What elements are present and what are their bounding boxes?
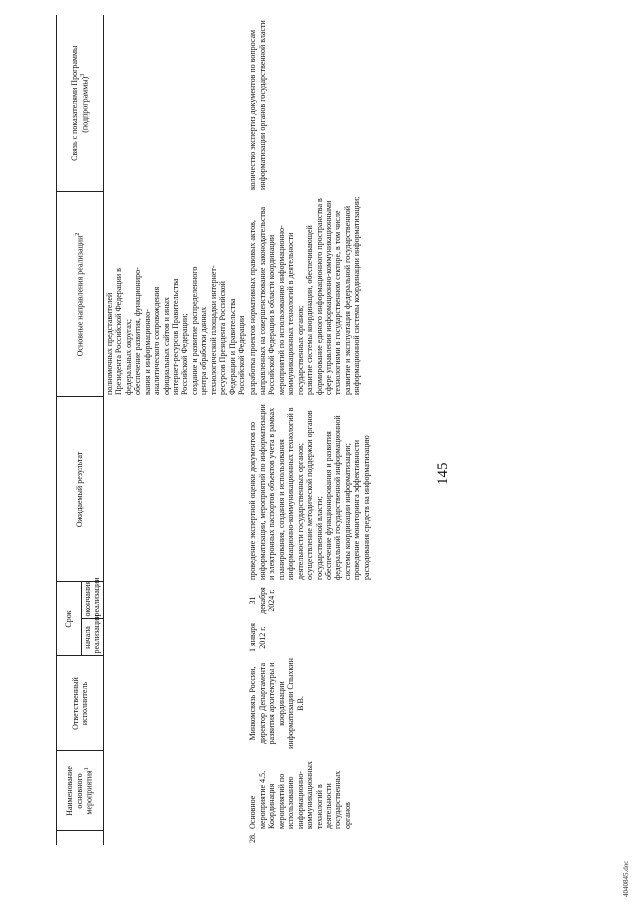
continuation-direction-line: Российской Федерации; — [180, 313, 190, 395]
result-item: проведение мониторинга эффективности расходования средств на информатизацию — [352, 435, 371, 580]
header-kpi: Связь с показателями Программы (подпрограммы)$^3$ — [57, 15, 104, 192]
row-event-name: Основное мероприятие 4.5. Координация мероприятий по использованию информационно-коммуникационных технологий в деятельности государственных органов — [248, 761, 352, 829]
events-table — [56, 15, 372, 845]
continuation-direction-line: вания и информационно- — [142, 309, 152, 395]
continuation-directions-list — [105, 194, 247, 395]
continuation-direction-line: Президента Российской Федерации в — [114, 268, 124, 395]
row-end-date: 31 декабря 2024 г. — [248, 587, 277, 614]
continuation-direction-line: аналитического сопровождения — [152, 286, 162, 395]
continuation-direction-line: федеральных округах; — [123, 318, 133, 395]
direction-item: развитие системы координации, обеспечивающей формирование единого информационного пространства в сфере управления информационно-коммуникационными технологиями в государственном секторе, в том числе развитие и эксплуатация федеральной государственной информационной системы координации информатизации; — [305, 196, 362, 395]
continuation-directions-cell — [103, 192, 247, 397]
row-number: 28. — [248, 833, 258, 843]
continuation-direction-line: обеспечение развития, функциониро- — [133, 267, 143, 395]
continuation-direction-line: полномочных представителей — [104, 292, 114, 395]
result-item: осуществление методической поддержки органов государственной власти; — [305, 410, 324, 580]
continuation-direction-line: создание и развитие распределенного — [189, 266, 199, 395]
header-directions: Основные направления реализации$^2$ — [57, 192, 104, 397]
document-code: 4040845.doc — [622, 860, 630, 897]
header-term: Срок — [57, 582, 82, 656]
table-header — [57, 15, 104, 845]
page-number: 145 — [435, 462, 451, 485]
continuation-direction-line: официальных сайтов и иных — [161, 297, 171, 395]
table-row — [247, 15, 372, 845]
header-executor: Ответственный исполнитель — [57, 656, 104, 751]
header-result: Ожидаемый результат — [57, 397, 104, 582]
continuation-direction-line: ресурсов Президента Российской — [218, 281, 228, 395]
continuation-direction-line: Российской Федерации — [237, 315, 246, 395]
continuation-row — [103, 15, 247, 845]
continuation-direction-line: центра обработки данных — [199, 306, 209, 395]
row-result-list — [248, 399, 371, 580]
row-result-cell — [247, 397, 372, 582]
row-kpi: количество экспертиз документов по вопросам информатизации органов государственной власти — [248, 20, 267, 190]
result-item: обеспечение функционирования и развития федеральной государственной информационной системы координации информатизации; — [323, 415, 352, 580]
continuation-direction-line: интернет-ресурсов Правительства — [170, 278, 180, 395]
header-end: окончания реализации — [82, 582, 104, 619]
direction-item: разработка проектов нормативных правовых актов, направленных на совершенствование законодательства Российской Федерации в области координации мероприятий по использованию информационно-коммуникационных технологий в деятельности государственных органов; — [248, 206, 305, 395]
row-directions-list — [248, 194, 361, 395]
header-name: Наименование основного мероприятия$^1$ — [57, 751, 104, 831]
continuation-direction-line: Федерации и Правительства — [227, 298, 237, 395]
row-executor: Минкомсвязь России, директор Департамента развития архитектуры и координации информатизации Спыхкин В.В. — [248, 658, 305, 749]
header-number — [57, 831, 104, 845]
row-start-date: 1 января 2012 г. — [248, 623, 267, 652]
continuation-direction-line: технологической площадки интернет- — [208, 265, 218, 395]
row-directions-cell — [247, 192, 372, 397]
header-start: начала реализации — [82, 619, 104, 656]
result-item: проведение экспертной оценки документов по информатизации, мероприятий по информатизации и электронных паспортов объектов учета в рамках планирования, создания и использования информационно-коммуникационных технологий в деятельности государственных органов; — [248, 404, 305, 580]
